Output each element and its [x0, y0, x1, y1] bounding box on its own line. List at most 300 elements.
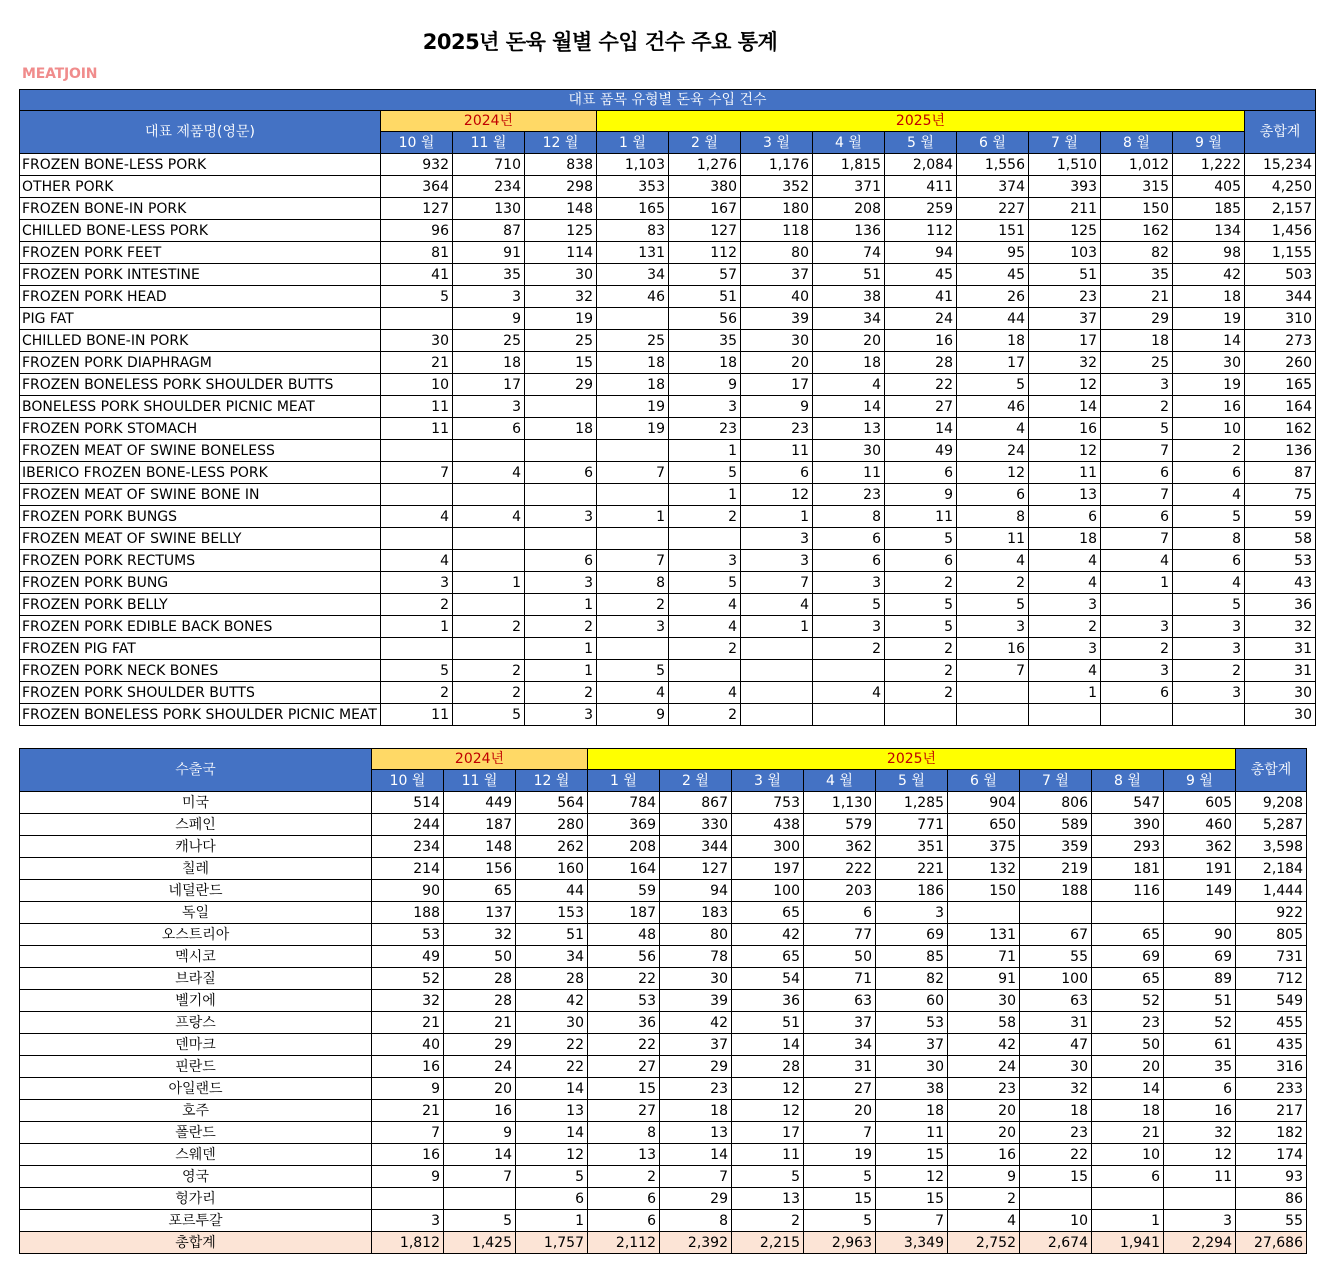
row-label: OTHER PORK — [20, 176, 381, 198]
cell-value: 80 — [740, 242, 812, 264]
cell-value: 5 — [668, 572, 740, 594]
table-row — [20, 1210, 1307, 1232]
cell-value: 11 — [380, 396, 452, 418]
cell-value: 52 — [1092, 990, 1164, 1012]
cell-value: 55 — [1020, 946, 1092, 968]
cell-value — [380, 484, 452, 506]
cell-value: 18 — [452, 352, 524, 374]
grand-total-value: 2,963 — [804, 1232, 876, 1254]
cell-value: 7 — [1100, 528, 1172, 550]
cell-value: 8 — [812, 506, 884, 528]
cell-value: 5 — [804, 1210, 876, 1232]
cell-value: 208 — [812, 198, 884, 220]
cell-value: 24 — [948, 1056, 1020, 1078]
cell-value: 6 — [1172, 462, 1244, 484]
cell-value: 244 — [372, 814, 444, 836]
cell-value: 14 — [812, 396, 884, 418]
year-header-2025: 2025년 — [588, 749, 1236, 770]
cell-value: 14 — [1172, 330, 1244, 352]
cell-value: 7 — [372, 1122, 444, 1144]
cell-value: 806 — [1020, 792, 1092, 814]
cell-value: 1,103 — [596, 154, 668, 176]
cell-value: 30 — [1172, 352, 1244, 374]
cell-value: 3 — [1172, 638, 1244, 660]
cell-value: 7 — [876, 1210, 948, 1232]
cell-value: 181 — [1092, 858, 1164, 880]
cell-value: 18 — [1100, 330, 1172, 352]
cell-value: 3 — [956, 616, 1028, 638]
cell-value: 9 — [668, 374, 740, 396]
cell-value: 130 — [452, 198, 524, 220]
cell-value: 5 — [956, 594, 1028, 616]
cell-value: 59 — [588, 880, 660, 902]
cell-value: 11 — [1164, 1166, 1236, 1188]
cell-value: 46 — [956, 396, 1028, 418]
cell-value: 12 — [1028, 374, 1100, 396]
row-total: 182 — [1236, 1122, 1307, 1144]
cell-value: 6 — [1100, 462, 1172, 484]
cell-value: 2 — [812, 638, 884, 660]
cell-value: 32 — [1020, 1078, 1092, 1100]
cell-value — [596, 484, 668, 506]
table-row — [20, 506, 1316, 528]
cell-value: 14 — [516, 1078, 588, 1100]
row-label: 독일 — [20, 902, 372, 924]
cell-value: 56 — [588, 946, 660, 968]
table-row — [20, 638, 1316, 660]
row-total: 2,184 — [1236, 858, 1307, 880]
cell-value — [372, 1188, 444, 1210]
cell-value: 3 — [1100, 616, 1172, 638]
cell-value: 112 — [884, 220, 956, 242]
cell-value — [812, 704, 884, 726]
cell-value: 13 — [732, 1188, 804, 1210]
row-total: 2,157 — [1244, 198, 1315, 220]
table-row — [20, 1122, 1307, 1144]
cell-value: 374 — [956, 176, 1028, 198]
table-row — [20, 616, 1316, 638]
cell-value: 28 — [516, 968, 588, 990]
cell-value: 100 — [1020, 968, 1092, 990]
cell-value — [524, 528, 596, 550]
cell-value: 15 — [804, 1188, 876, 1210]
cell-value: 65 — [444, 880, 516, 902]
cell-value: 24 — [956, 440, 1028, 462]
cell-value: 28 — [444, 990, 516, 1012]
cell-value: 69 — [1092, 946, 1164, 968]
cell-value: 1 — [524, 638, 596, 660]
cell-value: 3 — [524, 506, 596, 528]
table-row — [20, 990, 1307, 1012]
cell-value: 2 — [524, 682, 596, 704]
cell-value: 114 — [524, 242, 596, 264]
cell-value — [452, 484, 524, 506]
cell-value: 42 — [516, 990, 588, 1012]
cell-value: 17 — [740, 374, 812, 396]
cell-value: 38 — [812, 286, 884, 308]
cell-value: 19 — [804, 1144, 876, 1166]
cell-value: 61 — [1164, 1034, 1236, 1056]
cell-value: 352 — [740, 176, 812, 198]
cell-value: 234 — [452, 176, 524, 198]
cell-value — [948, 902, 1020, 924]
cell-value: 39 — [660, 990, 732, 1012]
cell-value: 65 — [732, 902, 804, 924]
cell-value: 1 — [740, 616, 812, 638]
table-row — [20, 484, 1316, 506]
table-row — [20, 1144, 1307, 1166]
month-header: 8 월 — [1100, 132, 1172, 154]
cell-value: 8 — [588, 1122, 660, 1144]
cell-value: 5 — [444, 1210, 516, 1232]
cell-value: 9 — [372, 1078, 444, 1100]
cell-value: 5 — [596, 660, 668, 682]
row-total: 1,155 — [1244, 242, 1315, 264]
cell-value: 7 — [956, 660, 1028, 682]
cell-value: 514 — [372, 792, 444, 814]
cell-value: 65 — [1092, 924, 1164, 946]
cell-value: 3 — [380, 572, 452, 594]
month-header: 5 월 — [876, 770, 948, 792]
cell-value: 3 — [1100, 660, 1172, 682]
cell-value: 1,130 — [804, 792, 876, 814]
cell-value: 48 — [588, 924, 660, 946]
row-total: 164 — [1244, 396, 1315, 418]
column-header-total: 총합계 — [1244, 111, 1315, 154]
table-row — [20, 220, 1316, 242]
row-label: 오스트리아 — [20, 924, 372, 946]
row-total: 549 — [1236, 990, 1307, 1012]
cell-value: 125 — [1028, 220, 1100, 242]
cell-value: 127 — [380, 198, 452, 220]
cell-value: 14 — [732, 1034, 804, 1056]
cell-value: 3 — [452, 286, 524, 308]
cell-value: 564 — [516, 792, 588, 814]
row-label: FROZEN PORK RECTUMS — [20, 550, 381, 572]
cell-value: 27 — [804, 1078, 876, 1100]
month-header: 8 월 — [1092, 770, 1164, 792]
cell-value — [740, 704, 812, 726]
row-total: 805 — [1236, 924, 1307, 946]
cell-value: 90 — [372, 880, 444, 902]
cell-value: 65 — [732, 946, 804, 968]
cell-value: 28 — [444, 968, 516, 990]
cell-value: 2 — [884, 682, 956, 704]
row-label: FROZEN BONE-IN PORK — [20, 198, 381, 220]
row-total: 30 — [1244, 704, 1315, 726]
cell-value: 180 — [740, 198, 812, 220]
cell-value — [452, 594, 524, 616]
month-header: 1 월 — [588, 770, 660, 792]
row-label: FROZEN PORK SHOULDER BUTTS — [20, 682, 381, 704]
table-row — [20, 858, 1307, 880]
cell-value: 186 — [876, 880, 948, 902]
cell-value: 16 — [1172, 396, 1244, 418]
cell-value: 188 — [1020, 880, 1092, 902]
cell-value: 40 — [740, 286, 812, 308]
cell-value: 5 — [884, 594, 956, 616]
cell-value: 37 — [804, 1012, 876, 1034]
cell-value: 30 — [660, 968, 732, 990]
row-total: 55 — [1236, 1210, 1307, 1232]
cell-value: 148 — [524, 198, 596, 220]
cell-value: 58 — [948, 1012, 1020, 1034]
cell-value: 7 — [740, 572, 812, 594]
cell-value: 27 — [588, 1100, 660, 1122]
cell-value: 14 — [444, 1144, 516, 1166]
cell-value: 150 — [1100, 198, 1172, 220]
cell-value: 4 — [1028, 660, 1100, 682]
cell-value: 85 — [876, 946, 948, 968]
cell-value: 94 — [660, 880, 732, 902]
month-header: 3 월 — [740, 132, 812, 154]
cell-value: 2 — [732, 1210, 804, 1232]
year-header-2024: 2024년 — [380, 111, 596, 132]
cell-value — [452, 440, 524, 462]
cell-value: 39 — [740, 308, 812, 330]
cell-value: 25 — [596, 330, 668, 352]
cell-value — [1172, 704, 1244, 726]
cell-value: 37 — [660, 1034, 732, 1056]
cell-value: 188 — [372, 902, 444, 924]
cell-value: 87 — [452, 220, 524, 242]
cell-value: 4 — [380, 550, 452, 572]
cell-value — [596, 440, 668, 462]
cell-value: 29 — [660, 1188, 732, 1210]
cell-value: 4 — [812, 682, 884, 704]
cell-value: 23 — [668, 418, 740, 440]
row-total: 435 — [1236, 1034, 1307, 1056]
cell-value: 90 — [1164, 924, 1236, 946]
table-row — [20, 836, 1307, 858]
cell-value: 7 — [596, 462, 668, 484]
cell-value: 547 — [1092, 792, 1164, 814]
row-label: BONELESS PORK SHOULDER PICNIC MEAT — [20, 396, 381, 418]
cell-value: 91 — [948, 968, 1020, 990]
cell-value: 4 — [956, 418, 1028, 440]
cell-value: 45 — [884, 264, 956, 286]
row-label: 스페인 — [20, 814, 372, 836]
table-row — [20, 550, 1316, 572]
cell-value: 4 — [948, 1210, 1020, 1232]
row-total: 316 — [1236, 1056, 1307, 1078]
table-row — [20, 154, 1316, 176]
row-total: 93 — [1236, 1166, 1307, 1188]
cell-value: 3 — [1172, 616, 1244, 638]
grand-total-value: 2,392 — [660, 1232, 732, 1254]
cell-value: 18 — [1028, 528, 1100, 550]
cell-value: 208 — [588, 836, 660, 858]
cell-value: 262 — [516, 836, 588, 858]
cell-value: 185 — [1172, 198, 1244, 220]
cell-value: 2 — [524, 616, 596, 638]
row-label: 포르투갈 — [20, 1210, 372, 1232]
cell-value: 98 — [1172, 242, 1244, 264]
cell-value: 2 — [668, 506, 740, 528]
cell-value: 1 — [516, 1210, 588, 1232]
table-row — [20, 1166, 1307, 1188]
table-row — [20, 374, 1316, 396]
cell-value: 78 — [660, 946, 732, 968]
cell-value: 80 — [660, 924, 732, 946]
cell-value: 12 — [516, 1144, 588, 1166]
table-row — [20, 440, 1316, 462]
cell-value: 1 — [1092, 1210, 1164, 1232]
cell-value: 32 — [1028, 352, 1100, 374]
cell-value: 2 — [1100, 396, 1172, 418]
cell-value: 44 — [516, 880, 588, 902]
cell-value: 9 — [452, 308, 524, 330]
cell-value: 9 — [444, 1122, 516, 1144]
row-label: PIG FAT — [20, 308, 381, 330]
cell-value — [740, 660, 812, 682]
cell-value: 149 — [1164, 880, 1236, 902]
cell-value: 50 — [804, 946, 876, 968]
cell-value: 2 — [380, 682, 452, 704]
month-header: 2 월 — [668, 132, 740, 154]
cell-value: 17 — [732, 1122, 804, 1144]
cell-value: 3 — [668, 396, 740, 418]
row-label: FROZEN PIG FAT — [20, 638, 381, 660]
cell-value: 298 — [524, 176, 596, 198]
cell-value: 5 — [1100, 418, 1172, 440]
row-label: FROZEN PORK HEAD — [20, 286, 381, 308]
cell-value — [524, 396, 596, 418]
cell-value: 65 — [1092, 968, 1164, 990]
cell-value — [380, 440, 452, 462]
row-label: FROZEN BONELESS PORK SHOULDER PICNIC MEAT — [20, 704, 381, 726]
cell-value: 2 — [452, 660, 524, 682]
cell-value: 5 — [380, 660, 452, 682]
cell-value: 3 — [1164, 1210, 1236, 1232]
cell-value: 6 — [588, 1210, 660, 1232]
cell-value: 41 — [380, 264, 452, 286]
grand-total-value: 1,812 — [372, 1232, 444, 1254]
cell-value: 191 — [1164, 858, 1236, 880]
row-total: 53 — [1244, 550, 1315, 572]
cell-value: 6 — [804, 902, 876, 924]
cell-value: 904 — [948, 792, 1020, 814]
cell-value: 13 — [516, 1100, 588, 1122]
row-total: 712 — [1236, 968, 1307, 990]
row-label: CHILLED BONE-IN PORK — [20, 330, 381, 352]
cell-value: 219 — [1020, 858, 1092, 880]
cell-value: 4 — [1100, 550, 1172, 572]
cell-value: 438 — [732, 814, 804, 836]
cell-value: 30 — [524, 264, 596, 286]
cell-value: 82 — [1100, 242, 1172, 264]
cell-value — [1164, 1188, 1236, 1210]
table-row — [20, 396, 1316, 418]
cell-value: 51 — [732, 1012, 804, 1034]
cell-value: 3 — [1028, 594, 1100, 616]
cell-value: 4 — [596, 682, 668, 704]
cell-value: 19 — [524, 308, 596, 330]
cell-value: 25 — [1100, 352, 1172, 374]
cell-value: 187 — [588, 902, 660, 924]
cell-value: 12 — [876, 1166, 948, 1188]
cell-value: 37 — [1028, 308, 1100, 330]
cell-value: 11 — [732, 1144, 804, 1166]
cell-value: 5 — [452, 704, 524, 726]
column-header-country: 수출국 — [20, 749, 372, 792]
cell-value: 156 — [444, 858, 516, 880]
cell-value: 8 — [596, 572, 668, 594]
cell-value: 16 — [1164, 1100, 1236, 1122]
cell-value: 259 — [884, 198, 956, 220]
cell-value: 1,510 — [1028, 154, 1100, 176]
cell-value: 8 — [1172, 528, 1244, 550]
table-row — [20, 594, 1316, 616]
cell-value: 49 — [884, 440, 956, 462]
cell-value: 7 — [1100, 484, 1172, 506]
cell-value — [380, 308, 452, 330]
row-label: FROZEN BONELESS PORK SHOULDER BUTTS — [20, 374, 381, 396]
cell-value: 18 — [1172, 286, 1244, 308]
cell-value: 11 — [1028, 462, 1100, 484]
cell-value: 9 — [740, 396, 812, 418]
row-label: FROZEN PORK NECK BONES — [20, 660, 381, 682]
row-total: 162 — [1244, 418, 1315, 440]
cell-value: 47 — [1020, 1034, 1092, 1056]
cell-value: 6 — [524, 462, 596, 484]
table-row — [20, 1056, 1307, 1078]
cell-value: 94 — [884, 242, 956, 264]
row-label: 벨기에 — [20, 990, 372, 1012]
cell-value: 1,556 — [956, 154, 1028, 176]
cell-value: 4 — [380, 506, 452, 528]
cell-value: 53 — [372, 924, 444, 946]
cell-value: 5 — [884, 616, 956, 638]
cell-value: 23 — [948, 1078, 1020, 1100]
cell-value: 5 — [668, 462, 740, 484]
table-row — [20, 924, 1307, 946]
cell-value: 18 — [1092, 1100, 1164, 1122]
cell-value: 52 — [1164, 1012, 1236, 1034]
cell-value: 100 — [732, 880, 804, 902]
cell-value: 1 — [740, 506, 812, 528]
cell-value: 6 — [516, 1188, 588, 1210]
table-row — [20, 330, 1316, 352]
cell-value: 116 — [1092, 880, 1164, 902]
cell-value: 2 — [452, 682, 524, 704]
cell-value: 2 — [668, 638, 740, 660]
cell-value: 2 — [884, 572, 956, 594]
cell-value: 4 — [1028, 550, 1100, 572]
cell-value: 25 — [452, 330, 524, 352]
row-total: 310 — [1244, 308, 1315, 330]
table-row — [20, 352, 1316, 374]
cell-value: 125 — [524, 220, 596, 242]
cell-value: 589 — [1020, 814, 1092, 836]
row-total: 43 — [1244, 572, 1315, 594]
cell-value: 353 — [596, 176, 668, 198]
cell-value: 7 — [660, 1166, 732, 1188]
cell-value: 449 — [444, 792, 516, 814]
cell-value — [596, 638, 668, 660]
cell-value: 11 — [740, 440, 812, 462]
cell-value: 118 — [740, 220, 812, 242]
cell-value: 89 — [1164, 968, 1236, 990]
cell-value: 1,276 — [668, 154, 740, 176]
cell-value: 6 — [956, 484, 1028, 506]
cell-value: 51 — [516, 924, 588, 946]
cell-value: 2 — [1100, 638, 1172, 660]
cell-value: 20 — [812, 330, 884, 352]
cell-value — [1020, 902, 1092, 924]
cell-value: 2 — [884, 638, 956, 660]
cell-value: 6 — [524, 550, 596, 572]
